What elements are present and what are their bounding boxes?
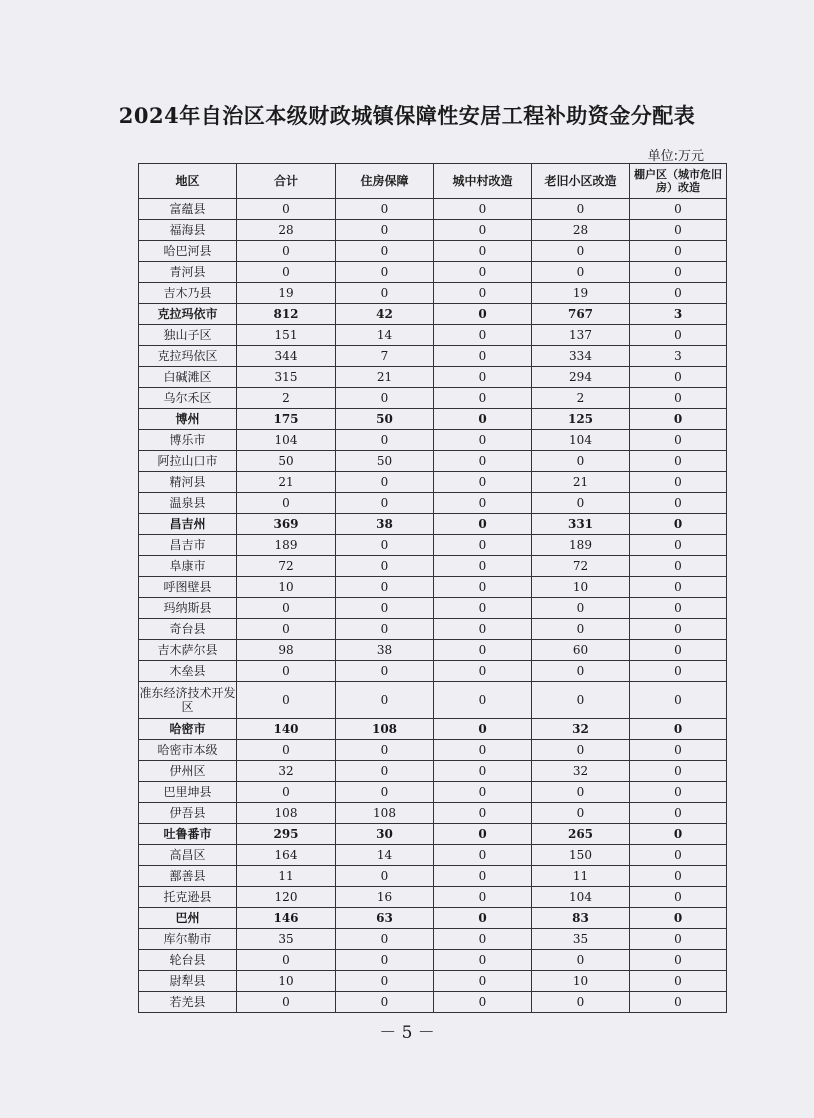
old-community-cell: 83 (532, 908, 630, 929)
housing-cell: 108 (336, 803, 434, 824)
shanty-cell: 0 (630, 845, 727, 866)
old-community-cell: 0 (532, 740, 630, 761)
old-community-cell: 0 (532, 803, 630, 824)
village-cell: 0 (434, 761, 532, 782)
shanty-cell: 0 (630, 451, 727, 472)
village-cell: 0 (434, 740, 532, 761)
header-total: 合计 (237, 164, 336, 199)
old-community-cell: 21 (532, 472, 630, 493)
table-row (139, 514, 727, 535)
village-cell: 0 (434, 803, 532, 824)
shanty-cell: 0 (630, 929, 727, 950)
old-community-cell: 0 (532, 199, 630, 220)
housing-cell: 0 (336, 262, 434, 283)
region-cell: 吉木乃县 (139, 283, 237, 304)
region-cell: 哈巴河县 (139, 241, 237, 262)
table-row (139, 598, 727, 619)
village-cell: 0 (434, 719, 532, 740)
total-cell: 189 (237, 535, 336, 556)
region-cell: 轮台县 (139, 950, 237, 971)
old-community-cell: 137 (532, 325, 630, 346)
village-cell: 0 (434, 887, 532, 908)
total-cell: 0 (237, 992, 336, 1013)
village-cell: 0 (434, 992, 532, 1013)
old-community-cell: 0 (532, 782, 630, 803)
table-row (139, 719, 727, 740)
shanty-cell: 0 (630, 908, 727, 929)
village-cell: 0 (434, 682, 532, 719)
region-cell: 呼图壁县 (139, 577, 237, 598)
housing-cell: 14 (336, 845, 434, 866)
region-cell: 吉木萨尔县 (139, 640, 237, 661)
total-cell: 98 (237, 640, 336, 661)
shanty-cell: 0 (630, 535, 727, 556)
old-community-cell: 0 (532, 451, 630, 472)
table-row (139, 866, 727, 887)
village-cell: 0 (434, 220, 532, 241)
old-community-cell: 294 (532, 367, 630, 388)
old-community-cell: 2 (532, 388, 630, 409)
shanty-cell: 0 (630, 971, 727, 992)
total-cell: 164 (237, 845, 336, 866)
housing-cell: 38 (336, 514, 434, 535)
housing-cell: 14 (336, 325, 434, 346)
old-community-cell: 125 (532, 409, 630, 430)
total-cell: 2 (237, 388, 336, 409)
unit-label: 单位:万元 (647, 149, 704, 164)
table-body (139, 199, 727, 1013)
village-cell: 0 (434, 325, 532, 346)
old-community-cell: 60 (532, 640, 630, 661)
old-community-cell: 0 (532, 682, 630, 719)
village-cell: 0 (434, 388, 532, 409)
table-row (139, 782, 727, 803)
old-community-cell: 331 (532, 514, 630, 535)
region-cell: 博乐市 (139, 430, 237, 451)
table-row (139, 220, 727, 241)
housing-cell: 0 (336, 866, 434, 887)
housing-cell: 7 (336, 346, 434, 367)
village-cell: 0 (434, 514, 532, 535)
region-cell: 独山子区 (139, 325, 237, 346)
housing-cell: 0 (336, 682, 434, 719)
housing-cell: 63 (336, 908, 434, 929)
total-cell: 21 (237, 472, 336, 493)
header-village: 城中村改造 (434, 164, 532, 199)
total-cell: 0 (237, 950, 336, 971)
shanty-cell: 0 (630, 409, 727, 430)
village-cell: 0 (434, 283, 532, 304)
housing-cell: 0 (336, 199, 434, 220)
total-cell: 0 (237, 598, 336, 619)
village-cell: 0 (434, 430, 532, 451)
table-row (139, 761, 727, 782)
table-row (139, 661, 727, 682)
housing-cell: 0 (336, 761, 434, 782)
total-cell: 295 (237, 824, 336, 845)
table-row (139, 640, 727, 661)
shanty-cell: 0 (630, 887, 727, 908)
old-community-cell: 32 (532, 761, 630, 782)
shanty-cell: 0 (630, 640, 727, 661)
shanty-cell: 0 (630, 199, 727, 220)
shanty-cell: 0 (630, 283, 727, 304)
table-row (139, 803, 727, 824)
shanty-cell: 3 (630, 304, 727, 325)
region-cell: 克拉玛依市 (139, 304, 237, 325)
old-community-cell: 0 (532, 241, 630, 262)
housing-cell: 0 (336, 241, 434, 262)
village-cell: 0 (434, 929, 532, 950)
old-community-cell: 0 (532, 950, 630, 971)
old-community-cell: 150 (532, 845, 630, 866)
housing-cell: 16 (336, 887, 434, 908)
housing-cell: 0 (336, 971, 434, 992)
old-community-cell: 767 (532, 304, 630, 325)
region-cell: 克拉玛依区 (139, 346, 237, 367)
table-row (139, 493, 727, 514)
document-title: 2024年自治区本级财政城镇保障性安居工程补助资金分配表 (118, 103, 696, 128)
village-cell: 0 (434, 241, 532, 262)
shanty-cell: 0 (630, 241, 727, 262)
shanty-cell: 3 (630, 346, 727, 367)
region-cell: 阿拉山口市 (139, 451, 237, 472)
region-cell: 昌吉市 (139, 535, 237, 556)
village-cell: 0 (434, 824, 532, 845)
table-row (139, 409, 727, 430)
total-cell: 0 (237, 682, 336, 719)
shanty-cell: 0 (630, 388, 727, 409)
housing-cell: 0 (336, 283, 434, 304)
housing-cell: 108 (336, 719, 434, 740)
shanty-cell: 0 (630, 719, 727, 740)
village-cell: 0 (434, 472, 532, 493)
shanty-cell: 0 (630, 514, 727, 535)
header-region: 地区 (139, 164, 237, 199)
old-community-cell: 28 (532, 220, 630, 241)
region-cell: 精河县 (139, 472, 237, 493)
region-cell: 哈密市本级 (139, 740, 237, 761)
old-community-cell: 35 (532, 929, 630, 950)
housing-cell: 0 (336, 740, 434, 761)
housing-cell: 0 (336, 782, 434, 803)
total-cell: 146 (237, 908, 336, 929)
table-row (139, 367, 727, 388)
housing-cell: 0 (336, 388, 434, 409)
table-row (139, 950, 727, 971)
table-row (139, 908, 727, 929)
total-cell: 0 (237, 619, 336, 640)
total-cell: 369 (237, 514, 336, 535)
village-cell: 0 (434, 346, 532, 367)
region-cell: 鄯善县 (139, 866, 237, 887)
page-number: － 5 － (379, 1023, 435, 1043)
total-cell: 10 (237, 971, 336, 992)
region-cell: 托克逊县 (139, 887, 237, 908)
shanty-cell: 0 (630, 325, 727, 346)
total-cell: 151 (237, 325, 336, 346)
village-cell: 0 (434, 619, 532, 640)
table-row (139, 388, 727, 409)
shanty-cell: 0 (630, 992, 727, 1013)
total-cell: 50 (237, 451, 336, 472)
old-community-cell: 10 (532, 971, 630, 992)
region-cell: 阜康市 (139, 556, 237, 577)
housing-cell: 0 (336, 577, 434, 598)
housing-cell: 0 (336, 535, 434, 556)
total-cell: 104 (237, 430, 336, 451)
village-cell: 0 (434, 866, 532, 887)
region-cell: 巴州 (139, 908, 237, 929)
region-cell: 福海县 (139, 220, 237, 241)
table-row (139, 824, 727, 845)
region-cell: 乌尔禾区 (139, 388, 237, 409)
housing-cell: 0 (336, 619, 434, 640)
allocation-table (138, 163, 727, 1013)
total-cell: 120 (237, 887, 336, 908)
table-row (139, 845, 727, 866)
total-cell: 32 (237, 761, 336, 782)
village-cell: 0 (434, 598, 532, 619)
old-community-cell: 104 (532, 430, 630, 451)
old-community-cell: 0 (532, 493, 630, 514)
region-cell: 哈密市 (139, 719, 237, 740)
housing-cell: 0 (336, 556, 434, 577)
region-cell: 木垒县 (139, 661, 237, 682)
table-row (139, 241, 727, 262)
table-row (139, 740, 727, 761)
total-cell: 10 (237, 577, 336, 598)
shanty-cell: 0 (630, 761, 727, 782)
total-cell: 28 (237, 220, 336, 241)
region-cell: 准东经济技术开发区 (139, 682, 237, 719)
old-community-cell: 334 (532, 346, 630, 367)
village-cell: 0 (434, 782, 532, 803)
village-cell: 0 (434, 409, 532, 430)
old-community-cell: 104 (532, 887, 630, 908)
region-cell: 玛纳斯县 (139, 598, 237, 619)
table-row (139, 992, 727, 1013)
shanty-cell: 0 (630, 220, 727, 241)
region-cell: 若羌县 (139, 992, 237, 1013)
shanty-cell: 0 (630, 682, 727, 719)
village-cell: 0 (434, 367, 532, 388)
region-cell: 奇台县 (139, 619, 237, 640)
table-row (139, 472, 727, 493)
housing-cell: 42 (336, 304, 434, 325)
total-cell: 11 (237, 866, 336, 887)
total-cell: 0 (237, 782, 336, 803)
housing-cell: 50 (336, 409, 434, 430)
total-cell: 0 (237, 740, 336, 761)
housing-cell: 0 (336, 598, 434, 619)
total-cell: 0 (237, 241, 336, 262)
region-cell: 昌吉州 (139, 514, 237, 535)
village-cell: 0 (434, 556, 532, 577)
old-community-cell: 189 (532, 535, 630, 556)
old-community-cell: 10 (532, 577, 630, 598)
old-community-cell: 0 (532, 619, 630, 640)
housing-cell: 30 (336, 824, 434, 845)
region-cell: 富蕴县 (139, 199, 237, 220)
region-cell: 青河县 (139, 262, 237, 283)
shanty-cell: 0 (630, 472, 727, 493)
shanty-cell: 0 (630, 661, 727, 682)
table-row (139, 430, 727, 451)
table-row (139, 283, 727, 304)
table-row (139, 556, 727, 577)
village-cell: 0 (434, 262, 532, 283)
table-header-row (139, 164, 727, 199)
village-cell: 0 (434, 661, 532, 682)
table-row (139, 887, 727, 908)
housing-cell: 0 (336, 661, 434, 682)
shanty-cell: 0 (630, 598, 727, 619)
total-cell: 315 (237, 367, 336, 388)
shanty-cell: 0 (630, 782, 727, 803)
housing-cell: 0 (336, 220, 434, 241)
housing-cell: 0 (336, 992, 434, 1013)
total-cell: 140 (237, 719, 336, 740)
village-cell: 0 (434, 971, 532, 992)
total-cell: 0 (237, 661, 336, 682)
total-cell: 175 (237, 409, 336, 430)
region-cell: 温泉县 (139, 493, 237, 514)
housing-cell: 0 (336, 472, 434, 493)
shanty-cell: 0 (630, 950, 727, 971)
shanty-cell: 0 (630, 866, 727, 887)
region-cell: 伊吾县 (139, 803, 237, 824)
table-row (139, 682, 727, 719)
old-community-cell: 72 (532, 556, 630, 577)
table-row (139, 325, 727, 346)
shanty-cell: 0 (630, 803, 727, 824)
region-cell: 白碱滩区 (139, 367, 237, 388)
shanty-cell: 0 (630, 493, 727, 514)
region-cell: 尉犁县 (139, 971, 237, 992)
total-cell: 19 (237, 283, 336, 304)
old-community-cell: 32 (532, 719, 630, 740)
old-community-cell: 11 (532, 866, 630, 887)
total-cell: 812 (237, 304, 336, 325)
region-cell: 吐鲁番市 (139, 824, 237, 845)
shanty-cell: 0 (630, 556, 727, 577)
village-cell: 0 (434, 640, 532, 661)
region-cell: 博州 (139, 409, 237, 430)
total-cell: 344 (237, 346, 336, 367)
table-row (139, 577, 727, 598)
table-row (139, 929, 727, 950)
shanty-cell: 0 (630, 262, 727, 283)
shanty-cell: 0 (630, 619, 727, 640)
housing-cell: 0 (336, 950, 434, 971)
housing-cell: 50 (336, 451, 434, 472)
total-cell: 0 (237, 262, 336, 283)
shanty-cell: 0 (630, 740, 727, 761)
village-cell: 0 (434, 199, 532, 220)
header-old-community: 老旧小区改造 (532, 164, 630, 199)
total-cell: 35 (237, 929, 336, 950)
header-housing: 住房保障 (336, 164, 434, 199)
total-cell: 72 (237, 556, 336, 577)
housing-cell: 0 (336, 493, 434, 514)
old-community-cell: 0 (532, 262, 630, 283)
village-cell: 0 (434, 845, 532, 866)
table-row (139, 619, 727, 640)
old-community-cell: 0 (532, 992, 630, 1013)
total-cell: 0 (237, 493, 336, 514)
old-community-cell: 19 (532, 283, 630, 304)
shanty-cell: 0 (630, 367, 727, 388)
village-cell: 0 (434, 451, 532, 472)
total-cell: 108 (237, 803, 336, 824)
region-cell: 伊州区 (139, 761, 237, 782)
housing-cell: 21 (336, 367, 434, 388)
village-cell: 0 (434, 535, 532, 556)
table-row (139, 346, 727, 367)
region-cell: 巴里坤县 (139, 782, 237, 803)
shanty-cell: 0 (630, 577, 727, 598)
total-cell: 0 (237, 199, 336, 220)
village-cell: 0 (434, 493, 532, 514)
old-community-cell: 0 (532, 661, 630, 682)
housing-cell: 0 (336, 430, 434, 451)
old-community-cell: 265 (532, 824, 630, 845)
village-cell: 0 (434, 908, 532, 929)
table-row (139, 535, 727, 556)
region-cell: 库尔勒市 (139, 929, 237, 950)
shanty-cell: 0 (630, 430, 727, 451)
old-community-cell: 0 (532, 598, 630, 619)
village-cell: 0 (434, 577, 532, 598)
table-row (139, 199, 727, 220)
housing-cell: 38 (336, 640, 434, 661)
table-row (139, 304, 727, 325)
table-row (139, 262, 727, 283)
housing-cell: 0 (336, 929, 434, 950)
shanty-cell: 0 (630, 824, 727, 845)
table-row (139, 451, 727, 472)
table-row (139, 971, 727, 992)
region-cell: 高昌区 (139, 845, 237, 866)
village-cell: 0 (434, 304, 532, 325)
village-cell: 0 (434, 950, 532, 971)
header-shanty: 棚户区（城市危旧房）改造 (630, 164, 727, 199)
